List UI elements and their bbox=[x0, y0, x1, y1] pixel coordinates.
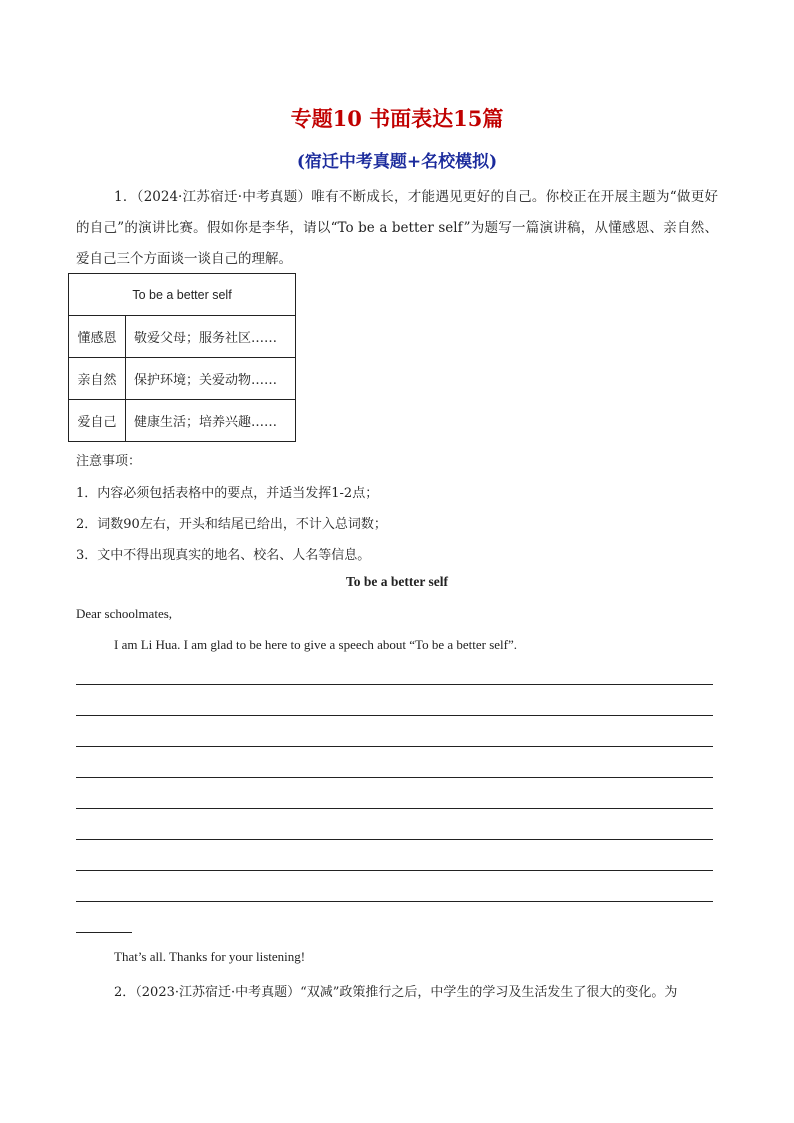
writing-line[interactable] bbox=[76, 746, 713, 747]
note-item: 1．内容必须包括表格中的要点，并适当发挥1-2点； bbox=[76, 486, 379, 501]
table-row bbox=[69, 316, 296, 358]
closing-sentence: That’s all. Thanks for your listening! bbox=[114, 949, 306, 964]
document-title: 专题10 书面表达15篇 bbox=[290, 106, 504, 131]
writing-line[interactable] bbox=[76, 715, 713, 716]
document-subtitle: (宿迁中考真题+名校模拟) bbox=[296, 152, 498, 172]
table-row bbox=[69, 358, 296, 400]
row-label: 懂感恩 bbox=[69, 316, 126, 358]
writing-line-short[interactable] bbox=[76, 932, 132, 933]
writing-line[interactable] bbox=[76, 839, 713, 840]
note-item: 2．词数90左右，开头和结尾已给出，不计入总词数； bbox=[76, 517, 387, 532]
writing-line[interactable] bbox=[76, 870, 713, 871]
note-item: 3．文中不得出现真实的地名、校名、人名等信息。 bbox=[76, 548, 371, 563]
row-label: 爱自己 bbox=[69, 400, 126, 442]
writing-line[interactable] bbox=[76, 777, 713, 778]
notes-title: 注意事项： bbox=[76, 454, 142, 469]
opening-sentence: I am Li Hua. I am glad to be here to give a speech about “To be a better self”. bbox=[114, 637, 518, 652]
essay-title: To be a better self bbox=[346, 574, 448, 589]
points-table bbox=[68, 273, 296, 442]
row-content: 敬爱父母；服务社区…… bbox=[126, 316, 296, 358]
points-table-header: To be a better self bbox=[69, 274, 296, 316]
writing-line[interactable] bbox=[76, 808, 713, 809]
table-row bbox=[69, 400, 296, 442]
question2-intro: 2．（2023·江苏宿迁·中考真题）“双减”政策推行之后，中学生的学习及生活发生了很大的变化。为 bbox=[114, 985, 678, 1000]
writing-line[interactable] bbox=[76, 684, 713, 685]
row-content: 保护环境；关爱动物…… bbox=[126, 358, 296, 400]
row-label: 亲自然 bbox=[69, 358, 126, 400]
question1-intro: 1．（2024·江苏宿迁·中考真题）唯有不断成长，才能遇见更好的自己。你校正在开展主题为“做更好的自己”的演讲比赛。假如你是李华，请以“To be a better self”为题写一篇演讲稿，从懂感恩、亲自然、爱自己三个方面谈一谈自己的理解。 bbox=[76, 189, 718, 267]
row-content: 健康生活；培养兴趣…… bbox=[126, 400, 296, 442]
writing-line[interactable] bbox=[76, 901, 713, 902]
greeting: Dear schoolmates, bbox=[76, 606, 173, 621]
